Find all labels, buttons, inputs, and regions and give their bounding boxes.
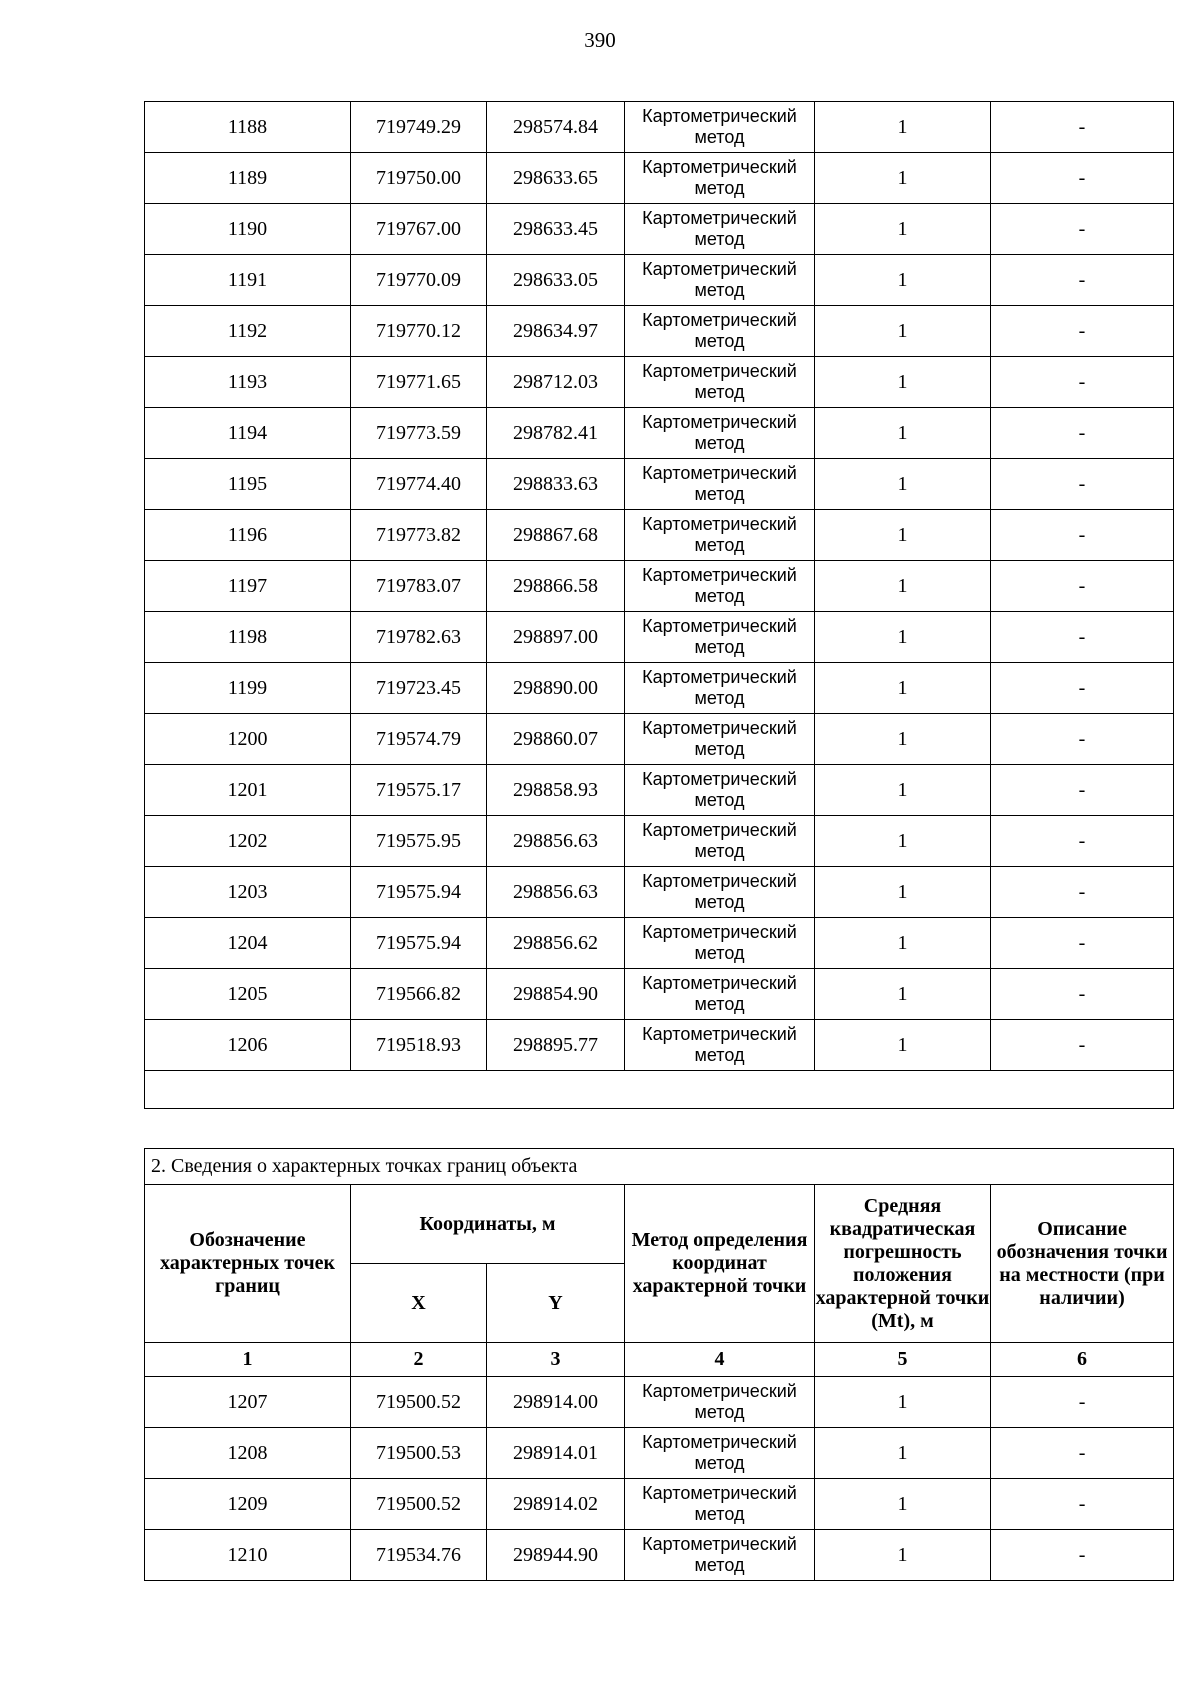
y-coordinate-cell: 298858.93 xyxy=(487,765,625,816)
method-cell: Картометрический метод xyxy=(625,612,815,663)
point-id-cell: 1210 xyxy=(145,1530,351,1581)
method-cell: Картометрический метод xyxy=(625,1530,815,1581)
x-coordinate-cell: 719774.40 xyxy=(351,459,487,510)
table-row xyxy=(145,969,1174,1020)
point-id-cell: 1195 xyxy=(145,459,351,510)
mean-error-cell: 1 xyxy=(815,867,991,918)
point-id-cell: 1190 xyxy=(145,204,351,255)
mean-error-cell: 1 xyxy=(815,561,991,612)
mean-error-cell: 1 xyxy=(815,612,991,663)
y-coordinate-cell: 298867.68 xyxy=(487,510,625,561)
x-coordinate-cell: 719770.12 xyxy=(351,306,487,357)
y-coordinate-cell: 298860.07 xyxy=(487,714,625,765)
mean-error-cell: 1 xyxy=(815,306,991,357)
y-coordinate-cell: 298914.00 xyxy=(487,1377,625,1428)
table-row xyxy=(145,918,1174,969)
method-cell: Картометрический метод xyxy=(625,204,815,255)
method-cell: Картометрический метод xyxy=(625,867,815,918)
header-mean-error: Средняя квадратическая погрешность положения характерной точки (Mt), м xyxy=(815,1185,991,1343)
point-id-cell: 1197 xyxy=(145,561,351,612)
method-cell: Картометрический метод xyxy=(625,969,815,1020)
x-coordinate-cell: 719782.63 xyxy=(351,612,487,663)
mean-error-cell: 1 xyxy=(815,714,991,765)
mean-error-cell: 1 xyxy=(815,204,991,255)
description-cell: - xyxy=(991,765,1174,816)
x-coordinate-cell: 719574.79 xyxy=(351,714,487,765)
coordinates-table-continued xyxy=(144,101,1174,1109)
y-coordinate-cell: 298712.03 xyxy=(487,357,625,408)
description-cell: - xyxy=(991,561,1174,612)
description-cell: - xyxy=(991,714,1174,765)
y-coordinate-cell: 298634.97 xyxy=(487,306,625,357)
point-id-cell: 1196 xyxy=(145,510,351,561)
table-row xyxy=(145,663,1174,714)
description-cell: - xyxy=(991,867,1174,918)
empty-cell xyxy=(145,1071,1174,1109)
point-id-cell: 1205 xyxy=(145,969,351,1020)
y-coordinate-cell: 298897.00 xyxy=(487,612,625,663)
mean-error-cell: 1 xyxy=(815,153,991,204)
mean-error-cell: 1 xyxy=(815,918,991,969)
table-row xyxy=(145,357,1174,408)
description-cell: - xyxy=(991,306,1174,357)
y-coordinate-cell: 298914.01 xyxy=(487,1428,625,1479)
method-cell: Картометрический метод xyxy=(625,510,815,561)
point-id-cell: 1198 xyxy=(145,612,351,663)
table-row xyxy=(145,765,1174,816)
x-coordinate-cell: 719773.59 xyxy=(351,408,487,459)
mean-error-cell: 1 xyxy=(815,255,991,306)
y-coordinate-cell: 298833.63 xyxy=(487,459,625,510)
mean-error-cell: 1 xyxy=(815,1479,991,1530)
mean-error-cell: 1 xyxy=(815,459,991,510)
method-cell: Картометрический метод xyxy=(625,1428,815,1479)
point-id-cell: 1192 xyxy=(145,306,351,357)
empty-row xyxy=(145,1071,1174,1109)
x-coordinate-cell: 719771.65 xyxy=(351,357,487,408)
description-cell: - xyxy=(991,1377,1174,1428)
header-coordinates: Координаты, м xyxy=(351,1185,625,1264)
table-row xyxy=(145,867,1174,918)
y-coordinate-cell: 298914.02 xyxy=(487,1479,625,1530)
y-coordinate-cell: 298782.41 xyxy=(487,408,625,459)
boundary-points-table xyxy=(144,1148,1174,1581)
y-coordinate-cell: 298944.90 xyxy=(487,1530,625,1581)
x-coordinate-cell: 719750.00 xyxy=(351,153,487,204)
description-cell: - xyxy=(991,918,1174,969)
description-cell: - xyxy=(991,510,1174,561)
point-id-cell: 1202 xyxy=(145,816,351,867)
method-cell: Картометрический метод xyxy=(625,1377,815,1428)
point-id-cell: 1208 xyxy=(145,1428,351,1479)
mean-error-cell: 1 xyxy=(815,357,991,408)
point-id-cell: 1209 xyxy=(145,1479,351,1530)
description-cell: - xyxy=(991,663,1174,714)
point-id-cell: 1199 xyxy=(145,663,351,714)
x-coordinate-cell: 719500.52 xyxy=(351,1377,487,1428)
column-number: 2 xyxy=(351,1343,487,1377)
mean-error-cell: 1 xyxy=(815,816,991,867)
description-cell: - xyxy=(991,1428,1174,1479)
y-coordinate-cell: 298856.62 xyxy=(487,918,625,969)
method-cell: Картометрический метод xyxy=(625,102,815,153)
x-coordinate-cell: 719500.52 xyxy=(351,1479,487,1530)
table-row xyxy=(145,1020,1174,1071)
x-coordinate-cell: 719783.07 xyxy=(351,561,487,612)
method-cell: Картометрический метод xyxy=(625,408,815,459)
method-cell: Картометрический метод xyxy=(625,765,815,816)
description-cell: - xyxy=(991,255,1174,306)
table-row xyxy=(145,1377,1174,1428)
y-coordinate-cell: 298633.65 xyxy=(487,153,625,204)
header-method: Метод определения координат характерной точки xyxy=(625,1185,815,1343)
method-cell: Картометрический метод xyxy=(625,918,815,969)
y-coordinate-cell: 298866.58 xyxy=(487,561,625,612)
mean-error-cell: 1 xyxy=(815,1377,991,1428)
column-number: 4 xyxy=(625,1343,815,1377)
mean-error-cell: 1 xyxy=(815,765,991,816)
description-cell: - xyxy=(991,1530,1174,1581)
table-row xyxy=(145,1428,1174,1479)
mean-error-cell: 1 xyxy=(815,408,991,459)
point-id-cell: 1191 xyxy=(145,255,351,306)
table-row xyxy=(145,102,1174,153)
method-cell: Картометрический метод xyxy=(625,459,815,510)
description-cell: - xyxy=(991,969,1174,1020)
description-cell: - xyxy=(991,204,1174,255)
mean-error-cell: 1 xyxy=(815,102,991,153)
y-coordinate-cell: 298856.63 xyxy=(487,867,625,918)
point-id-cell: 1189 xyxy=(145,153,351,204)
method-cell: Картометрический метод xyxy=(625,357,815,408)
table-row xyxy=(145,459,1174,510)
description-cell: - xyxy=(991,153,1174,204)
y-coordinate-cell: 298633.45 xyxy=(487,204,625,255)
method-cell: Картометрический метод xyxy=(625,663,815,714)
description-cell: - xyxy=(991,1479,1174,1530)
method-cell: Картометрический метод xyxy=(625,1479,815,1530)
table-row xyxy=(145,153,1174,204)
table-row xyxy=(145,510,1174,561)
y-coordinate-cell: 298856.63 xyxy=(487,816,625,867)
table-row xyxy=(145,306,1174,357)
header-y: Y xyxy=(487,1264,625,1343)
x-coordinate-cell: 719518.93 xyxy=(351,1020,487,1071)
point-id-cell: 1203 xyxy=(145,867,351,918)
method-cell: Картометрический метод xyxy=(625,816,815,867)
table-row xyxy=(145,204,1174,255)
x-coordinate-cell: 719500.53 xyxy=(351,1428,487,1479)
column-number: 6 xyxy=(991,1343,1174,1377)
table-row xyxy=(145,612,1174,663)
mean-error-cell: 1 xyxy=(815,1530,991,1581)
section-title: 2. Сведения о характерных точках границ объекта xyxy=(145,1149,1174,1185)
method-cell: Картометрический метод xyxy=(625,153,815,204)
x-coordinate-cell: 719575.94 xyxy=(351,867,487,918)
x-coordinate-cell: 719534.76 xyxy=(351,1530,487,1581)
header-x: X xyxy=(351,1264,487,1343)
table-row xyxy=(145,1530,1174,1581)
description-cell: - xyxy=(991,459,1174,510)
x-coordinate-cell: 719723.45 xyxy=(351,663,487,714)
page-number: 390 xyxy=(584,28,616,52)
mean-error-cell: 1 xyxy=(815,1428,991,1479)
point-id-cell: 1204 xyxy=(145,918,351,969)
column-number: 1 xyxy=(145,1343,351,1377)
description-cell: - xyxy=(991,612,1174,663)
point-id-cell: 1207 xyxy=(145,1377,351,1428)
x-coordinate-cell: 719566.82 xyxy=(351,969,487,1020)
point-id-cell: 1201 xyxy=(145,765,351,816)
column-number: 3 xyxy=(487,1343,625,1377)
mean-error-cell: 1 xyxy=(815,663,991,714)
y-coordinate-cell: 298574.84 xyxy=(487,102,625,153)
column-number: 5 xyxy=(815,1343,991,1377)
point-id-cell: 1200 xyxy=(145,714,351,765)
x-coordinate-cell: 719575.95 xyxy=(351,816,487,867)
y-coordinate-cell: 298854.90 xyxy=(487,969,625,1020)
y-coordinate-cell: 298890.00 xyxy=(487,663,625,714)
point-id-cell: 1194 xyxy=(145,408,351,459)
x-coordinate-cell: 719575.17 xyxy=(351,765,487,816)
y-coordinate-cell: 298633.05 xyxy=(487,255,625,306)
table-row xyxy=(145,255,1174,306)
x-coordinate-cell: 719770.09 xyxy=(351,255,487,306)
description-cell: - xyxy=(991,357,1174,408)
mean-error-cell: 1 xyxy=(815,969,991,1020)
description-cell: - xyxy=(991,1020,1174,1071)
description-cell: - xyxy=(991,102,1174,153)
x-coordinate-cell: 719575.94 xyxy=(351,918,487,969)
table-row xyxy=(145,561,1174,612)
method-cell: Картометрический метод xyxy=(625,714,815,765)
point-id-cell: 1206 xyxy=(145,1020,351,1071)
point-id-cell: 1193 xyxy=(145,357,351,408)
method-cell: Картометрический метод xyxy=(625,255,815,306)
table-row xyxy=(145,816,1174,867)
mean-error-cell: 1 xyxy=(815,1020,991,1071)
y-coordinate-cell: 298895.77 xyxy=(487,1020,625,1071)
x-coordinate-cell: 719767.00 xyxy=(351,204,487,255)
point-id-cell: 1188 xyxy=(145,102,351,153)
x-coordinate-cell: 719773.82 xyxy=(351,510,487,561)
x-coordinate-cell: 719749.29 xyxy=(351,102,487,153)
description-cell: - xyxy=(991,408,1174,459)
table-row xyxy=(145,714,1174,765)
method-cell: Картометрический метод xyxy=(625,306,815,357)
header-point-designation: Обозначение характерных точек границ xyxy=(145,1185,351,1343)
table-row xyxy=(145,1479,1174,1530)
mean-error-cell: 1 xyxy=(815,510,991,561)
method-cell: Картометрический метод xyxy=(625,1020,815,1071)
method-cell: Картометрический метод xyxy=(625,561,815,612)
table-row xyxy=(145,408,1174,459)
header-description: Описание обозначения точки на местности (при наличии) xyxy=(991,1185,1174,1343)
description-cell: - xyxy=(991,816,1174,867)
